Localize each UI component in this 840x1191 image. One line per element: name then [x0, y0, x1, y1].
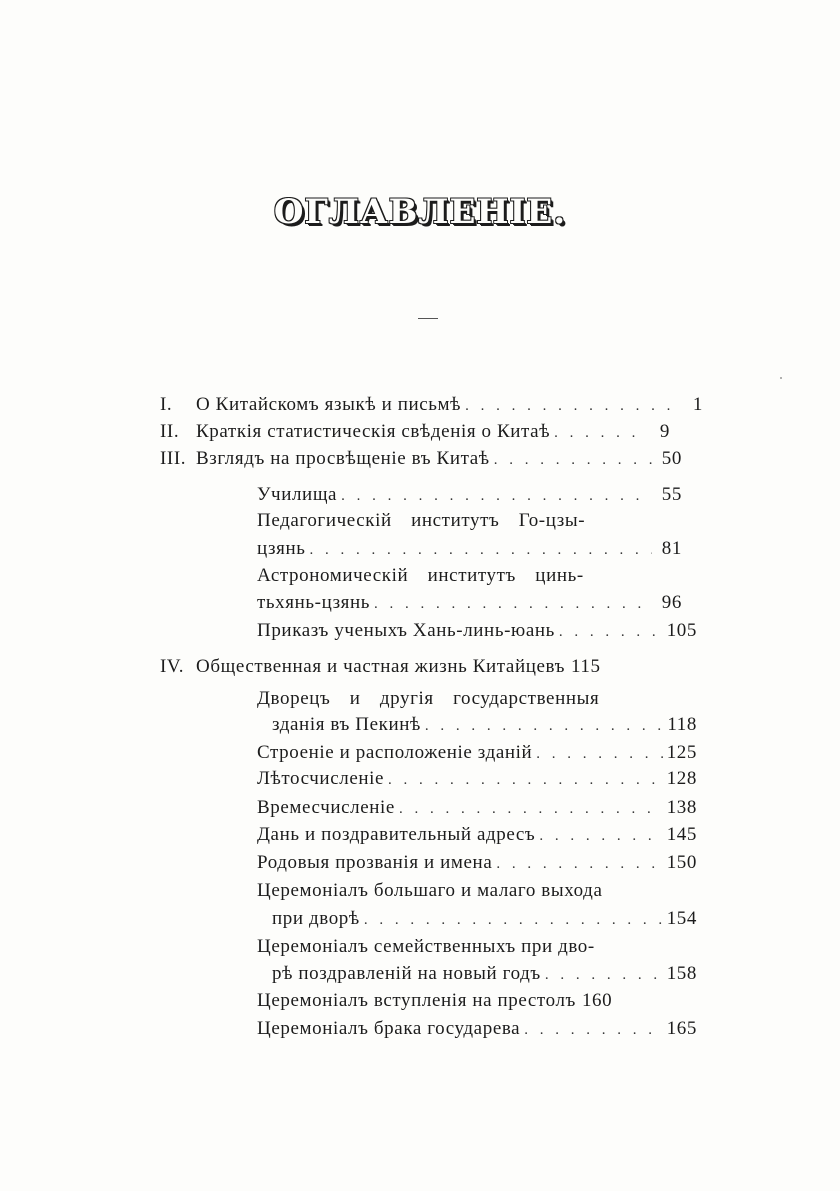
dot-leader — [554, 420, 640, 446]
dot-leader — [341, 483, 652, 509]
toc-entry-title: при дворѣ — [272, 908, 360, 929]
toc-entry-page: 55 — [661, 484, 682, 505]
toc-subentry-uchilishcha — [257, 482, 682, 508]
toc-entry-page: 128 — [666, 768, 697, 789]
toc-subentry-family-line2 — [272, 961, 697, 987]
page-heading: ОГЛАВЛЕНІЕ. — [273, 192, 567, 232]
toc-subentry-astronomical-line2 — [257, 590, 682, 616]
toc-subentry-throne — [257, 988, 697, 1014]
toc-entry-title: Родовыя прозванія и имена — [257, 852, 493, 873]
dot-leader — [539, 823, 662, 849]
toc-subentry-pedagogical-line2 — [257, 536, 682, 562]
dot-leader — [425, 713, 663, 739]
toc-entry-title: Строеніе и расположеніе зданій — [257, 742, 533, 763]
dot-leader — [364, 907, 663, 933]
toc-entry-title: рѣ поздравленій на новый годъ — [272, 963, 541, 984]
toc-entry-title: Училища — [257, 484, 338, 505]
toc-entry-title: Дворецъ и другія государственныя — [257, 688, 600, 709]
toc-entry-title: Краткія статистическія свѣденія о Китаѣ — [196, 421, 551, 442]
toc-entry-title: Астрономическій институтъ цинь- — [257, 565, 584, 586]
toc-subentry-palace-line2 — [272, 712, 697, 738]
toc-entry-page: 105 — [666, 620, 697, 641]
toc-entry-4 — [160, 654, 697, 680]
toc-entry-page: 158 — [666, 963, 697, 984]
dot-leader — [388, 767, 663, 793]
toc-subentry-pedagogical-line1 — [257, 508, 682, 534]
toc-entry-page: 145 — [666, 824, 697, 845]
toc-entry-title: Церемоніалъ большаго и малаго выхода — [257, 880, 603, 901]
toc-entry-page: 118 — [667, 714, 697, 735]
toc-entry-title: Церемоніалъ семейственныхъ при дво- — [257, 936, 595, 957]
dot-leader — [399, 796, 663, 822]
toc-subentry-hanlin — [257, 618, 697, 644]
toc-subentry-buildings — [257, 740, 697, 766]
toc-entry-page: 160 — [581, 990, 613, 1011]
toc-subentry-family-line1 — [257, 934, 697, 960]
toc-entry-title: цзянь — [257, 538, 306, 559]
toc-entry-3 — [160, 446, 682, 472]
toc-entry-page: 125 — [666, 742, 697, 763]
toc-entry-number: III. — [160, 448, 187, 469]
toc-subentry-procession-line2 — [272, 906, 697, 932]
toc-subentry-palace-line1 — [257, 686, 697, 712]
toc-entry-number: II. — [160, 421, 180, 442]
toc-entry-title: Времесчисленіе — [257, 797, 395, 818]
toc-entry-page: 1 — [692, 394, 703, 415]
toc-entry-title: Приказъ ученыхъ Хань-линь-юань — [257, 620, 555, 641]
dot-leader — [374, 591, 652, 617]
toc-entry-title: тьхянь-цзянь — [257, 592, 371, 613]
toc-entry-page: 96 — [661, 592, 682, 613]
toc-entry-title: Общественная и частная жизнь Китайцевъ — [196, 656, 566, 677]
toc-entry-title: зданія въ Пекинѣ — [272, 714, 421, 735]
toc-entry-page: 150 — [666, 852, 697, 873]
toc-subentry-tribute — [257, 822, 697, 848]
toc-entry-title: Церемоніалъ вступленія на престолъ — [257, 990, 576, 1011]
toc-entry-number: I. — [160, 394, 173, 415]
toc-entry-2 — [160, 419, 670, 445]
toc-entry-page: 9 — [659, 421, 670, 442]
toc-entry-title: О Китайскомъ языкѣ и письмѣ — [196, 394, 462, 415]
dot-leader — [536, 741, 662, 767]
toc-subentry-procession-line1 — [257, 878, 697, 904]
toc-entry-page: 138 — [666, 797, 697, 818]
toc-entry-1 — [160, 392, 703, 418]
toc-entry-number: IV. — [160, 656, 185, 677]
toc-entry-title: Педагогическій институтъ Го-цзы- — [257, 510, 586, 531]
toc-entry-page: 154 — [666, 908, 697, 929]
toc-entry-title: Дань и поздравительный адресъ — [257, 824, 536, 845]
dot-leader — [545, 962, 663, 988]
toc-entry-page: 115 — [571, 656, 601, 677]
dot-leader — [494, 447, 652, 473]
toc-subentry-chronology — [257, 766, 697, 792]
dot-leader — [309, 537, 652, 563]
toc-entry-page: 165 — [666, 1018, 697, 1039]
toc-entry-title: Лѣтосчисленіе — [257, 768, 385, 789]
toc-subentry-astronomical-line1 — [257, 563, 682, 589]
toc-subentry-names — [257, 850, 697, 876]
dot-leader — [465, 393, 673, 419]
toc-subentry-marriage — [257, 1016, 697, 1042]
dot-leader — [559, 619, 663, 645]
toc-entry-page: 50 — [661, 448, 682, 469]
dot-leader — [524, 1017, 662, 1043]
toc-subentry-timekeeping — [257, 795, 697, 821]
dot-leader — [496, 851, 662, 877]
toc-entry-page: 81 — [661, 538, 682, 559]
toc-entry-title: Взглядъ на просвѣщеніе въ Китаѣ — [196, 448, 490, 469]
toc-entry-title: Церемоніалъ брака государева — [257, 1018, 521, 1039]
